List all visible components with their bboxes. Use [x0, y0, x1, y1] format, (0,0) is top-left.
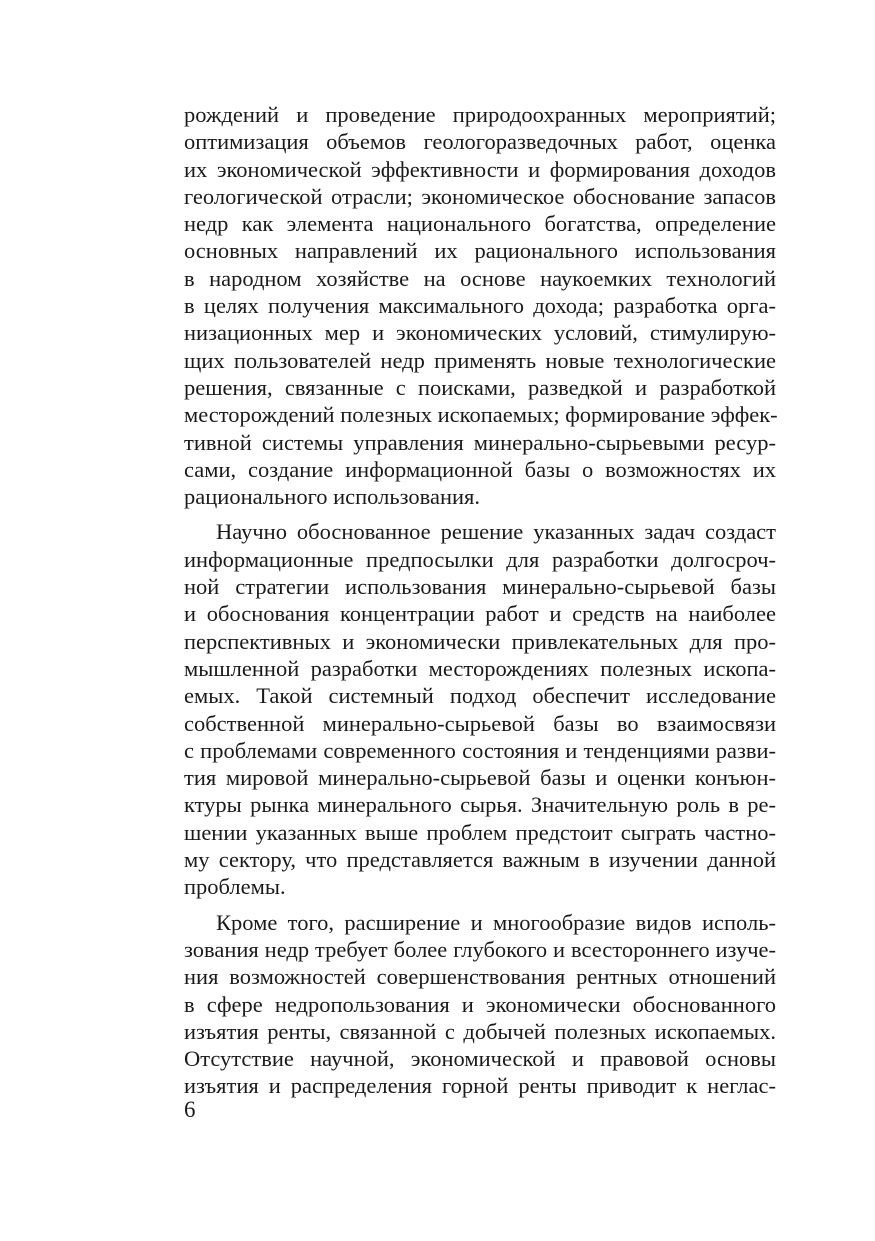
text-line: основных направлений их рационального использования — [184, 238, 776, 264]
text-line: зования недр требует более глубокого и всестороннего изуче- — [184, 936, 776, 962]
body-text — [184, 101, 776, 1100]
text-line: в народном хозяйстве на основе наукоемких технологий — [184, 265, 776, 291]
text-line: тивной системы управления минерально-сырьевыми ресур- — [184, 429, 776, 455]
paragraph-2 — [184, 518, 776, 900]
text-line: ной стратегии использования минерально-сырьевой базы — [184, 574, 776, 600]
text-line: собственной минерально-сырьевой базы во взаимосвязи — [184, 710, 776, 736]
text-line: и обоснования концентрации работ и средств на наиболее — [184, 601, 776, 627]
text-line: Научно обоснованное решение указанных задач создаст — [216, 519, 776, 545]
paragraph-spacer — [184, 510, 776, 518]
text-line: Кроме того, расширение и многообразие видов исполь- — [216, 909, 776, 935]
page-number: 6 — [184, 1097, 196, 1122]
paragraph-1 — [184, 101, 776, 510]
text-line: перспективных и экономически привлекательных для про- — [184, 628, 776, 654]
text-line: шении указанных выше проблем предстоит сыграть частно- — [184, 819, 776, 845]
text-line: оптимизация объемов геологоразведочных работ, оценка — [184, 129, 776, 155]
paragraph-3 — [184, 909, 776, 1100]
paragraph-spacer — [184, 901, 776, 909]
text-line: му сектору, что представляется важным в изучении данной — [184, 847, 776, 873]
text-line: изъятия ренты, связанной с добычей полезных ископаемых. — [184, 1018, 776, 1044]
text-line: низационных мер и экономических условий, стимулирую- — [184, 320, 776, 346]
text-line: Отсутствие научной, экономической и правовой основы — [184, 1046, 776, 1072]
text-line: в целях получения максимального дохода; разработка орга- — [184, 293, 776, 319]
text-line: ктуры рынка минерального сырья. Значительную роль в ре- — [184, 792, 776, 818]
text-line: недр как элемента национального богатства, определение — [184, 211, 776, 237]
text-line: месторождений полезных ископаемых; формирование эффек- — [184, 402, 778, 428]
text-line: проблемы. — [184, 874, 286, 900]
text-line: в сфере недропользования и экономически обоснованного — [184, 991, 776, 1017]
text-line: рационального использования. — [184, 484, 481, 510]
text-line: решения, связанные с поисками, разведкой и разработкой — [184, 374, 776, 400]
text-line: геологической отрасли; экономическое обоснование запасов — [184, 183, 776, 209]
text-line: мышленной разработки месторождениях полезных ископа- — [184, 655, 776, 681]
text-line: ния возможностей совершенствования рентных отношений — [184, 964, 776, 990]
text-line: изъятия и распределения горной ренты приводит к неглас- — [184, 1073, 776, 1099]
text-line: тия мировой минерально-сырьевой базы и оценки конъюн- — [184, 765, 776, 791]
text-line: сами, создание информационной базы о возможностях их — [184, 456, 776, 482]
text-line: емых. Такой системный подход обеспечит исследование — [184, 683, 776, 709]
text-line: с проблемами современного состояния и тенденциями разви- — [184, 737, 776, 763]
text-line: щих пользователей недр применять новые технологические — [184, 347, 776, 373]
text-line: их экономической эффективности и формирования доходов — [184, 156, 776, 182]
text-line: рождений и проведение природоохранных мероприятий; — [184, 102, 776, 127]
text-line: информационные предпосылки для разработки долгосроч- — [184, 546, 776, 572]
